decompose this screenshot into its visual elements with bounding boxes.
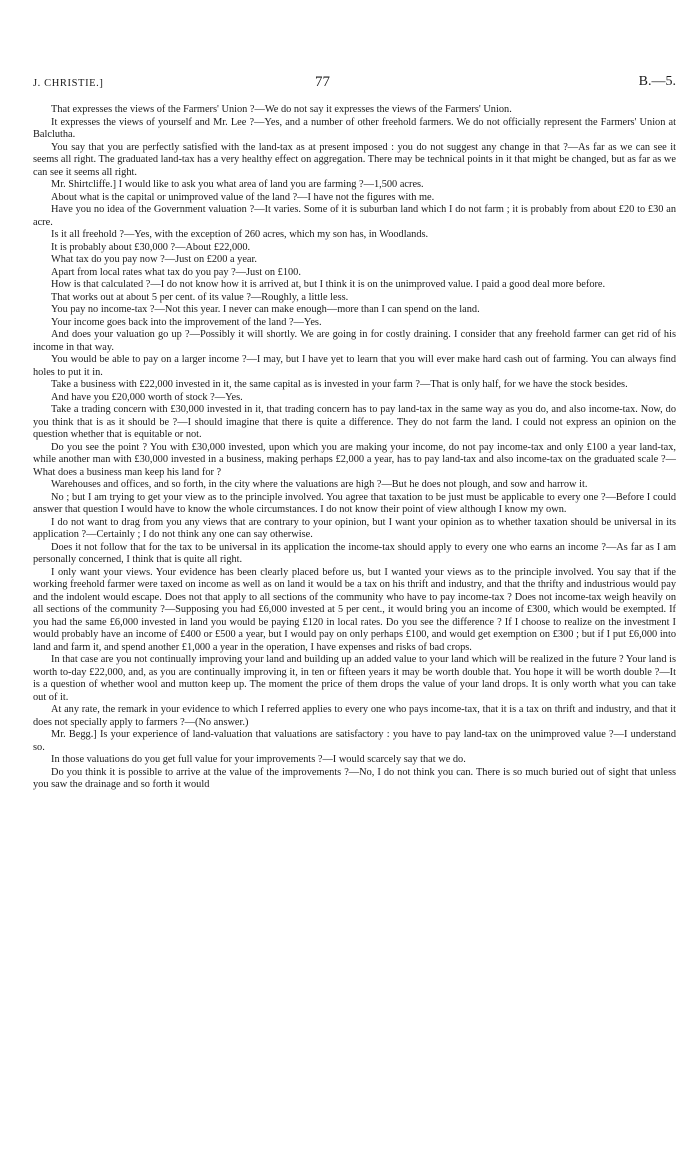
paragraph: It expresses the views of yourself and Mr. Lee ?—Yes, and a number of other freehold farmers. We do not officially represent the Farmers' Union at Balclutha.	[33, 116, 676, 140]
page-number: 77	[315, 74, 330, 90]
paragraph: In those valuations do you get full value for your improvements ?—I would scarcely say that we do.	[51, 754, 466, 765]
paragraph: You would be able to pay on a larger income ?—I may, but I have yet to learn that you will ever make hard cash out of farming. You can always find holes to put it in.	[33, 354, 676, 378]
paragraph: I only want your views. Your evidence has been clearly placed before us, but I wanted your views as to the principle involved. You say that if the working freehold farmer were taxed on income as well as on land it would be a tax on his thrift and industry, and that the thrifty and industrious would pay and the indolent would escape. Does not that apply to all sections of the community who have to pay income-tax ? Does not income-tax weigh heavily on all sections of the community ?—Supposing you had £6,000 invested at 5 per cent., it would bring you an income of £300, which would be exempted. If you had the same £6,000 invested in land you would be paying £120 in local rates. Do you see the difference ? If I choose to realize on the investment I would probably have an income of £400 or £500 a year, but I would pay on only perhaps £100, and would get exemption on £300 ; but if I put £6,000 into land and farm it, and spend another £1,000 a year in the operation, I have expenses and risks of bad crops.	[33, 566, 676, 653]
witness-name-header: J. CHRISTIE.]	[33, 78, 104, 89]
evidence-text	[33, 104, 676, 792]
paragraph: Is it all freehold ?—Yes, with the exception of 260 acres, which my son has, in Woodlands.	[51, 229, 429, 240]
document-page	[33, 74, 676, 792]
document-reference: B.—5.	[638, 74, 676, 89]
paragraph: Have you no idea of the Government valuation ?—It varies. Some of it is suburban land which I do not farm ; it is probably from about £20 to £30 an acre.	[33, 204, 676, 228]
paragraph: Do you see the point ? You with £30,000 invested, upon which you are making your income, do not pay income-tax and only £100 a year land-tax, while another man with £30,000 invested in a business, making perhaps £2,000 a year, has to pay land-tax and also income-tax on the graduated scale ?—What does a business man keep his land for ?	[33, 441, 676, 478]
paragraph: Apart from local rates what tax do you pay ?—Just on £100.	[51, 266, 301, 278]
paragraph: Do you think it is possible to arrive at the value of the improvements ?—No, I do not think you can. There is so much buried out of sight that unless you saw the drainage and so forth it would	[33, 766, 676, 790]
paragraph: It is probably about £30,000 ?—About £22,000.	[51, 241, 251, 253]
paragraph: Take a trading concern with £30,000 invested in it, that trading concern has to pay land-tax in the same way as you do, and also income-tax. Now, do you think that is as it should be ?—I should imagine that there is quite a difference. They do not farm the land. I could not express an opinion on the question whether that is equitable or not.	[33, 404, 676, 440]
paragraph: At any rate, the remark in your evidence to which I referred applies to every one who pays income-tax, that it is a tax on thrift and industry, and that it does not specially apply to farmers ?—(No answer.)	[33, 704, 676, 728]
paragraph: What tax do you pay now ?—Just on £200 a year.	[51, 254, 257, 265]
paragraph: No ; but I am trying to get your view as to the principle involved. You agree that taxation to be just must be applicable to every one ?—Before I could answer that question I would have to know the whole circumstances. I do not know their point of view although I know my own.	[33, 491, 676, 515]
paragraph: Mr. Begg.] Is your experience of land-valuation that valuations are satisfactory : you have to pay land-tax on the unimproved value ?—I understand so.	[33, 729, 676, 753]
page-header	[33, 74, 676, 94]
paragraph: Your income goes back into the improvement of the land ?—Yes.	[51, 316, 322, 328]
paragraph: About what is the capital or unimproved value of the land ?—I have not the figures with me.	[51, 191, 435, 203]
paragraph: Mr. Shirtcliffe.] I would like to ask you what area of land you are farming ?—1,500 acres.	[51, 179, 424, 190]
paragraph: I do not want to drag from you any views that are contrary to your opinion, but I want your opinion as to whether taxation should be universal in its application ?—Certainly ; I do not think any one can say otherwise.	[33, 516, 676, 540]
paragraph: That expresses the views of the Farmers' Union ?—We do not say it expresses the views of the Farmers' Union.	[51, 104, 512, 115]
paragraph: How is that calculated ?—I do not know how it is arrived at, but I think it is on the unimproved value. I paid a good deal more before.	[51, 279, 606, 290]
paragraph: Warehouses and offices, and so forth, in the city where the valuations are high ?—But he does not plough, and sow and harrow it.	[51, 479, 588, 490]
paragraph: That works out at about 5 per cent. of its value ?—Roughly, a little less.	[51, 291, 349, 303]
paragraph: Does it not follow that for the tax to be universal in its application the income-tax should apply to every one who earns an income ?—As far as I am personally concerned, I think that is quite all right.	[33, 541, 676, 565]
paragraph: You say that you are perfectly satisfied with the land-tax as at present imposed : you do not suggest any change in that ?—As far as we can see it seems all right. The graduated land-tax has a very healthy effect on aggregation. There may be technical points in it that might be changed, but as far as we can see it seems all right.	[33, 141, 676, 178]
paragraph: In that case are you not continually improving your land and building up an added value to your land which will be realized in the future ? Your land is worth to-day £22,000, and, as you are continually improving it, in ten or fifteen years it may be worth double that. You hope it will be worth double ?—It is a question of whether wool and mutton keep up. The moment the price of them drops the value of your land drops. It is only worth what you can take out of it.	[33, 654, 676, 703]
paragraph: You pay no income-tax ?—Not this year. I never can make enough—more than I can spend on the land.	[51, 304, 480, 315]
paragraph: And have you £20,000 worth of stock ?—Yes.	[51, 391, 243, 403]
paragraph: And does your valuation go up ?—Possibly it will shortly. We are going in for costly draining. I consider that any freehold farmer can get rid of his income in that way.	[33, 329, 676, 353]
paragraph: Take a business with £22,000 invested in it, the same capital as is invested in your farm ?—That is only half, for we have the stock besides.	[51, 379, 628, 390]
